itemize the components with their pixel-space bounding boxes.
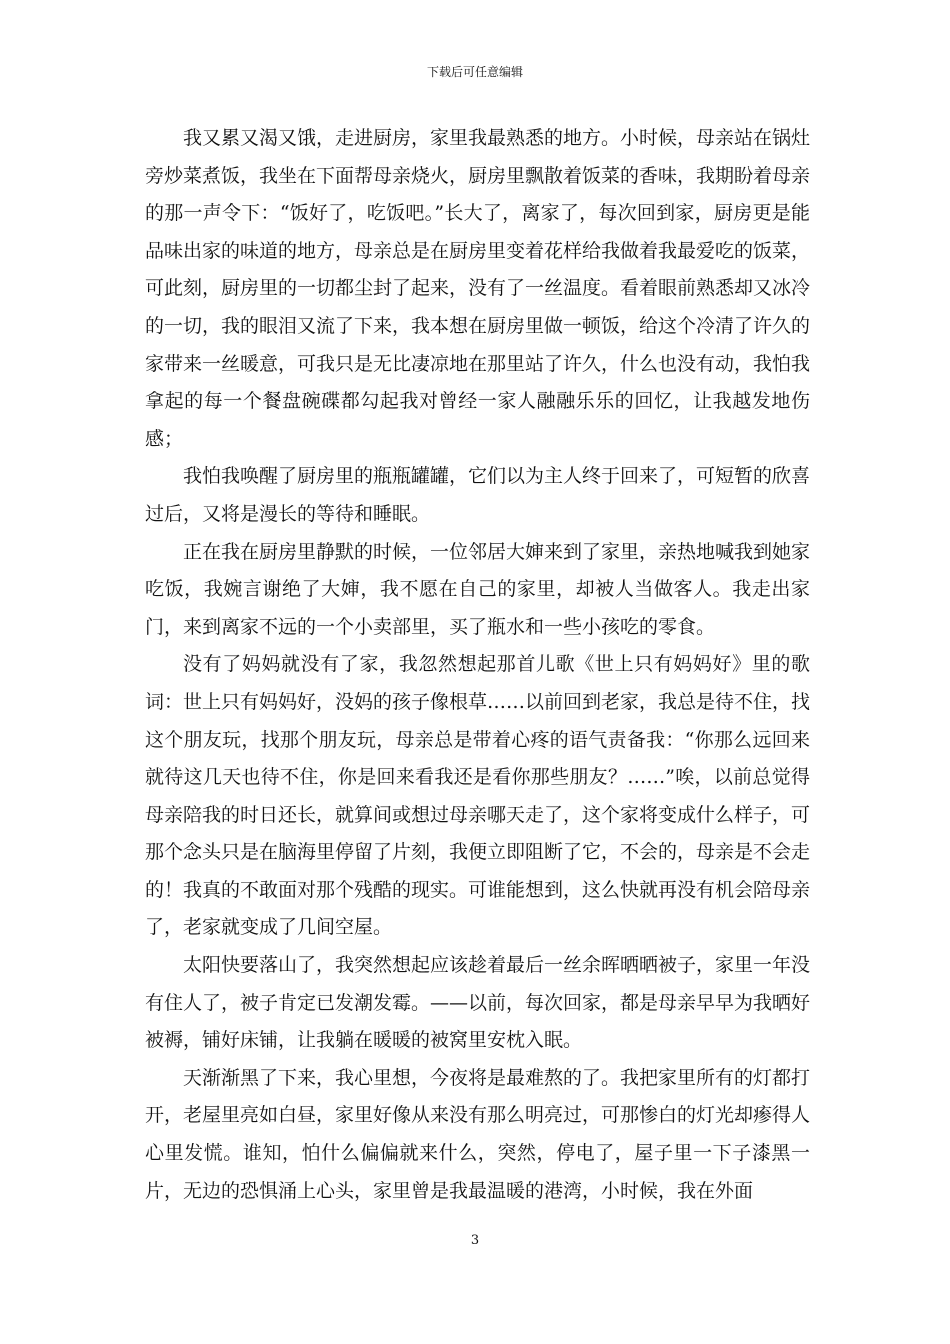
paragraph: 正在我在厨房里静默的时候，一位邻居大婶来到了家里，亲热地喊我到她家吃饭，我婉言谢绝了大婶，我不愿在自己的家里，却被人当做客人。我走出家门，来到离家不远的一个小卖部里，买了瓶水和一些小孩吃的零食。 [145, 540, 811, 638]
paragraph: 我又累又渴又饿，走进厨房，家里我最熟悉的地方。小时候，母亲站在锅灶旁炒菜煮饭，我坐在下面帮母亲烧火，厨房里飘散着饭菜的香味，我期盼着母亲的那一声令下：“饭好了，吃饭吧。”长大了，离家了，每次回到家，厨房更是能品味出家的味道的地方，母亲总是在厨房里变着花样给我做着我最爱吃的饭菜，可此刻，厨房里的一切都尘封了起来，没有了一丝温度。看着眼前熟悉却又冰冷的一切，我的眼泪又流了下来，我本想在厨房里做一顿饭，给这个冷清了许久的家带来一丝暖意，可我只是无比凄凉地在那里站了许久，什么也没有动，我怕我拿起的每一个餐盘碗碟都勾起我对曾经一家人融融乐乐的回忆，让我越发地伤感； [145, 127, 811, 450]
document-body [145, 120, 810, 1210]
paragraph: 没有了妈妈就没有了家，我忽然想起那首儿歌《世上只有妈妈好》里的歌词：世上只有妈妈好，没妈的孩子像根草……以前回到老家，我总是待不住，找这个朋友玩，找那个朋友玩，母亲总是带着心疼的语气责备我：“你那么远回来就待这几天也待不住，你是回来看我还是看你那些朋友？……”唉，以前总觉得母亲陪我的时日还长，就算间或想过母亲哪天走了，这个家将变成什么样子，可那个念头只是在脑海里停留了片刻，我便立即阻断了它，不会的，母亲是不会走的！我真的不敢面对那个残酷的现实。可谁能想到，这么快就再没有机会陪母亲了，老家就变成了几间空屋。 [145, 653, 811, 939]
paragraph: 天渐渐黑了下来，我心里想，今夜将是最难熬的了。我把家里所有的灯都打开，老屋里亮如白昼，家里好像从来没有那么明亮过，可那惨白的灯光却瘆得人心里发慌。谁知，怕什么偏偏就来什么，突然，停电了，屋子里一下子漆黑一片，无边的恐惧涌上心头，家里曾是我最温暖的港湾，小时候，我在外面 [145, 1066, 811, 1202]
page-header: 下载后可任意编辑 [426, 65, 523, 79]
paragraph: 太阳快要落山了，我突然想起应该趁着最后一丝余晖晒晒被子，家里一年没有住人了，被子肯定已发潮发霉。——以前，每次回家，都是母亲早早为我晒好被褥，铺好床铺，让我躺在暖暖的被窝里安枕入眠。 [145, 954, 811, 1052]
paragraph: 我怕我唤醒了厨房里的瓶瓶罐罐，它们以为主人终于回来了，可短暂的欣喜过后，又将是漫长的等待和睡眠。 [145, 465, 811, 525]
page-number: 3 [470, 1233, 480, 1248]
